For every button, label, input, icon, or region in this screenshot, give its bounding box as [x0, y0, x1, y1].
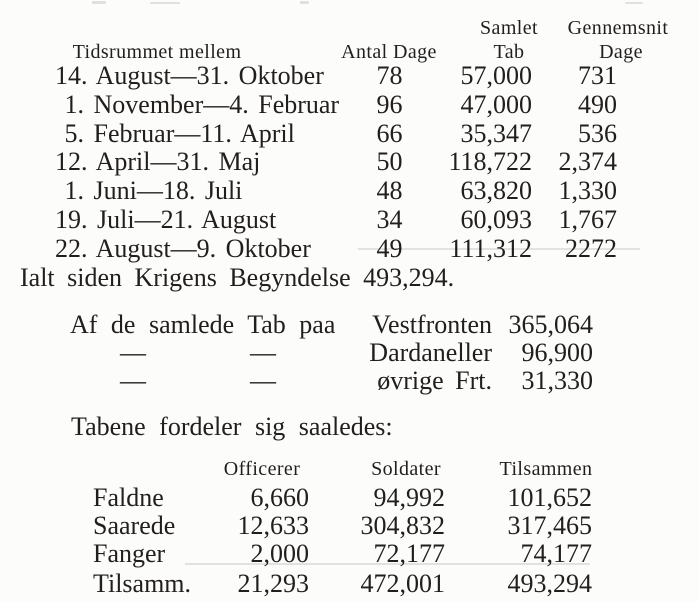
war-total-line: Ialt siden Krigens Begyndelse 493,294.	[20, 263, 455, 292]
period-cell: 1. Juni—18. Juli	[55, 176, 243, 206]
officers-cell: 2,000	[250, 539, 309, 568]
days-cell: 34	[376, 204, 403, 234]
period-cell: 5. Februar—11. April	[55, 118, 295, 148]
ditto-dash: —	[250, 366, 276, 395]
avg-cell: 490	[578, 89, 617, 119]
ditto-dash: —	[250, 338, 276, 367]
period-cell: 12. April—31. Maj	[55, 147, 261, 177]
total-cell: 74,177	[520, 539, 592, 568]
front-name: Vestfronten	[372, 310, 492, 339]
avg-cell: 731	[578, 61, 617, 90]
avg-cell: 1,767	[558, 204, 617, 234]
header-tilsammen: Tilsammen	[499, 458, 593, 480]
avg-cell: 2,374	[558, 147, 617, 177]
front-name: Dardaneller	[369, 338, 492, 367]
days-cell: 48	[376, 176, 403, 206]
front-value: 31,330	[521, 366, 593, 395]
header-antal-dage: Antal Dage	[341, 41, 437, 63]
days-cell: 50	[376, 147, 403, 177]
table-rule	[358, 248, 640, 250]
distribution-table	[93, 484, 594, 568]
total-cell: 493,294	[507, 569, 592, 598]
header-samlet: Samlet	[480, 17, 538, 39]
category-cell: Saarede	[93, 511, 176, 540]
loss-cell: 111,312	[449, 233, 532, 263]
front-breakdown-row	[0, 339, 698, 367]
officers-cell: 12,633	[237, 511, 309, 540]
front-value: 96,900	[521, 338, 593, 367]
distribution-intro: Tabene fordeler sig saaledes:	[71, 412, 393, 441]
period-cell: 22. August—9. Oktober	[55, 233, 311, 263]
soldiers-cell: 472,001	[360, 569, 445, 598]
breakdown-prefix: Af de samlede Tab paa	[70, 310, 336, 339]
officers-cell: 6,660	[250, 483, 309, 512]
soldiers-cell: 94,992	[373, 483, 445, 512]
avg-cell: 2272	[565, 233, 617, 263]
days-cell: 96	[376, 89, 403, 119]
loss-cell: 57,000	[460, 61, 532, 90]
header-dage: Dage	[599, 41, 643, 63]
total-cell: 101,652	[507, 483, 592, 512]
category-cell: Faldne	[93, 483, 164, 512]
avg-cell: 536	[578, 118, 617, 148]
header-officerer: Officerer	[223, 458, 301, 480]
distribution-total-row	[93, 570, 594, 598]
period-cell: 19. Juli—21. August	[55, 204, 277, 234]
soldiers-cell: 304,832	[360, 511, 445, 540]
category-cell: Fanger	[93, 539, 166, 568]
loss-cell: 35,347	[460, 118, 532, 148]
front-breakdown-row	[0, 311, 698, 339]
loss-cell: 60,093	[460, 204, 532, 234]
officers-cell: 21,293	[237, 569, 309, 598]
soldiers-cell: 72,177	[373, 539, 445, 568]
ditto-dash: —	[120, 338, 146, 367]
avg-cell: 1,330	[558, 176, 617, 206]
header-tidsrummet: Tidsrummet mellem	[72, 41, 242, 63]
front-name: øvrige Frt.	[377, 366, 492, 395]
total-cell: 317,465	[507, 511, 592, 540]
days-cell: 49	[376, 233, 403, 263]
table-rule	[185, 563, 590, 565]
period-loss-table	[52, 62, 637, 264]
ditto-dash: —	[120, 366, 146, 395]
days-cell: 78	[376, 61, 403, 90]
header-tab: Tab	[493, 41, 525, 63]
header-soldater: Soldater	[371, 458, 441, 480]
header-gennemsnit: Gennemsnit	[567, 17, 669, 39]
category-cell: Tilsamm.	[93, 569, 192, 598]
loss-cell: 63,820	[460, 176, 532, 206]
days-cell: 66	[376, 118, 403, 148]
loss-cell: 118,722	[448, 147, 532, 177]
period-cell: 1. November—4. Februar	[55, 89, 340, 119]
front-value: 365,064	[508, 310, 593, 339]
front-breakdown-row	[0, 367, 698, 395]
loss-cell: 47,000	[460, 89, 532, 119]
period-cell: 14. August—31. Oktober	[55, 61, 324, 90]
